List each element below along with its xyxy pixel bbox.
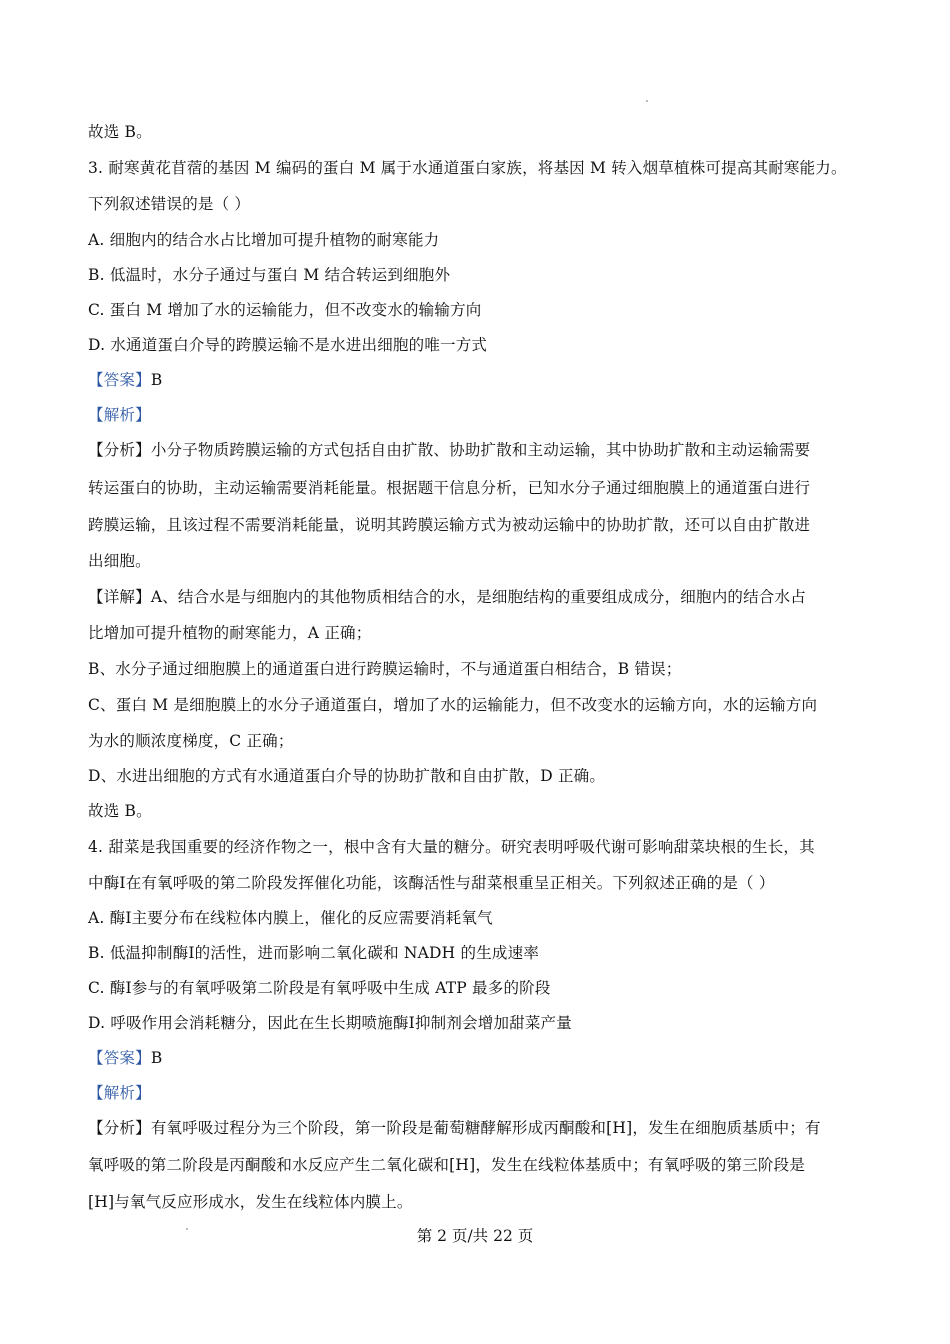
page-number: 第 2 页/共 22 页 xyxy=(416,1227,534,1245)
text-line: 出细胞。 xyxy=(88,552,151,570)
text-line: 下列叙述错误的是（ ） xyxy=(88,195,251,213)
analysis-tag: 【解析】 xyxy=(88,406,151,424)
option-b: B. 低温抑制酶Ⅰ的活性，进而影响二氧化碳和 NADH 的生成速率 xyxy=(88,944,540,962)
text-line: 故选 B。 xyxy=(88,802,152,820)
analysis-heading xyxy=(88,1083,868,1103)
analysis-tag: 【分析】 xyxy=(88,441,151,459)
analysis-line: 【分析】小分子物质跨膜运输的方式包括自由扩散、协助扩散和主动运输，其中协助扩散和主动运输需要 xyxy=(88,441,811,459)
answer-line: 【答案】B xyxy=(88,1049,163,1067)
text-line: 氧呼吸的第二阶段是丙酮酸和水反应产生二氧化碳和[H]，发生在线粒体基质中；有氧呼吸的第三阶段是 xyxy=(88,1156,806,1174)
answer-tag: 【答案】 xyxy=(88,1049,151,1067)
option-c: C. 蛋白 M 增加了水的运输能力，但不改变水的输输方向 xyxy=(88,301,482,319)
answer-tag: 【答案】 xyxy=(88,371,151,389)
analysis-line: 【分析】有氧呼吸过程分为三个阶段，第一阶段是葡萄糖酵解形成丙酮酸和[H]，发生在细胞质基质中；有 xyxy=(88,1119,821,1137)
text-line: D、水进出细胞的方式有水通道蛋白介导的协助扩散和自由扩散，D 正确。 xyxy=(88,767,606,785)
option-a: A. 酶Ⅰ主要分布在线粒体内膜上，催化的反应需要消耗氧气 xyxy=(88,909,493,927)
analysis-tag: 【分析】 xyxy=(88,1119,151,1137)
text-line: 转运蛋白的协助，主动运输需要消耗能量。根据题干信息分析，已知水分子通过细胞膜上的通道蛋白进行 xyxy=(88,479,811,497)
option-d: D. 呼吸作用会消耗糖分，因此在生长期喷施酶Ⅰ抑制剂会增加甜菜产量 xyxy=(88,1014,572,1032)
text-line: 跨膜运输，且该过程不需要消耗能量，说明其跨膜运输方式为被动运输中的协助扩散，还可以自由扩散进 xyxy=(88,516,811,534)
question-3-stem: 3. 耐寒黄花苜蓿的基因 M 编码的蛋白 M 属于水通道蛋白家族，将基因 M 转入烟草植株可提高其耐寒能力。 xyxy=(88,159,847,177)
text-line: 中酶Ⅰ在有氧呼吸的第二阶段发挥催化功能，该酶活性与甜菜根重呈正相关。下列叙述正确的是（ ） xyxy=(88,874,775,892)
answer-line: 【答案】B xyxy=(88,371,163,389)
option-c: C. 酶Ⅰ参与的有氧呼吸第二阶段是有氧呼吸中生成 ATP 最多的阶段 xyxy=(88,979,551,997)
text-line: 故选 B。 xyxy=(88,123,152,141)
question-4-stem: 4. 甜菜是我国重要的经济作物之一，根中含有大量的糖分。研究表明呼吸代谢可影响甜菜块根的生长，其 xyxy=(88,838,815,856)
text-line: 比增加可提升植物的耐寒能力，A 正确； xyxy=(88,624,372,642)
option-a: A. 细胞内的结合水占比增加可提升植物的耐寒能力 xyxy=(88,231,440,249)
text-line: 为水的顺浓度梯度，C 正确； xyxy=(88,732,294,750)
option-b: B. 低温时，水分子通过与蛋白 M 结合转运到细胞外 xyxy=(88,266,451,284)
text-line: B、水分子通过细胞膜上的通道蛋白进行跨膜运输时，不与通道蛋白相结合，B 错误； xyxy=(88,660,682,678)
detail-line: 【详解】A、结合水是与细胞内的其他物质相结合的水，是细胞结构的重要组成成分，细胞内的结合水占 xyxy=(88,588,806,606)
text-line: [H]与氧气反应形成水，发生在线粒体内膜上。 xyxy=(88,1193,413,1211)
analysis-heading xyxy=(88,405,868,425)
detail-tag: 【详解】 xyxy=(88,588,151,606)
analysis-tag: 【解析】 xyxy=(88,1084,151,1102)
scan-speck xyxy=(646,100,648,102)
text-line: C、蛋白 M 是细胞膜上的水分子通道蛋白，增加了水的运输能力，但不改变水的运输方向，水的运输方向 xyxy=(88,696,818,714)
option-d: D. 水通道蛋白介导的跨膜运输不是水进出细胞的唯一方式 xyxy=(88,336,488,354)
